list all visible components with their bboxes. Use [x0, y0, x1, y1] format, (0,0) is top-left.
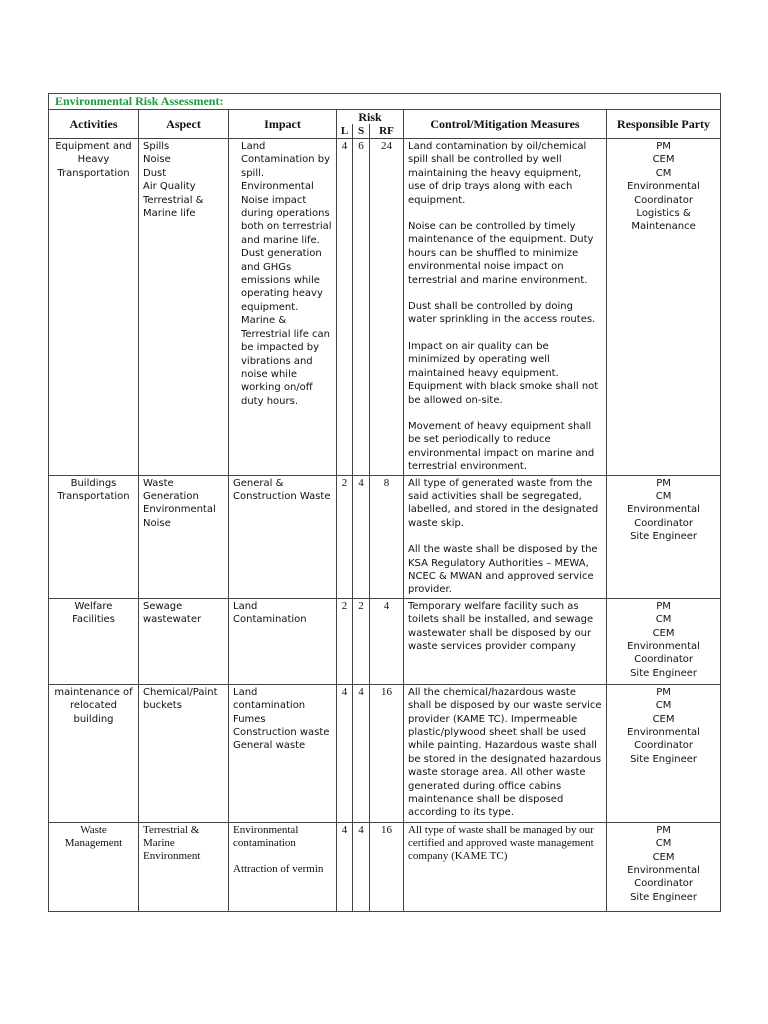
table-row	[49, 475, 721, 598]
header-l: L	[337, 124, 353, 139]
control-cell	[404, 598, 607, 684]
risk-rf-cell: 8	[370, 475, 404, 598]
risk-rf-cell: 24	[370, 139, 404, 476]
activity-cell: maintenance of relocated building	[49, 684, 139, 822]
cell-line: Land contamination by oil/chemical spill shall be controlled by well maintaining the heavy equipment, use of drip trays along with each equipment.	[408, 141, 587, 206]
control-cell	[404, 475, 607, 598]
cell-line: General waste	[233, 740, 306, 752]
risk-s-cell: 6	[353, 139, 370, 476]
responsible-cell	[607, 684, 721, 822]
cell-line: PM	[656, 686, 671, 698]
cell-line: PM	[656, 600, 671, 612]
risk-s-cell: 4	[353, 684, 370, 822]
header-activities: Activities	[49, 110, 139, 139]
header-rf: RF	[370, 124, 404, 139]
table-body	[49, 139, 721, 912]
cell-line: All the waste shall be disposed by the KSA Regulatory Authorities – MEWA, NCEC & MWAN and approved service provider.	[408, 544, 598, 596]
cell-line: Logistics & Maintenance	[631, 208, 696, 233]
impact-cell	[229, 475, 337, 598]
control-cell	[404, 139, 607, 476]
table-row	[49, 684, 721, 822]
risk-rf-cell: 16	[370, 684, 404, 822]
aspect-cell	[139, 822, 229, 911]
cell-line: Dust shall be controlled by doing water sprinkling in the access routes.	[408, 301, 596, 326]
risk-s-cell: 4	[353, 822, 370, 911]
cell-line: PM	[656, 824, 671, 836]
cell-line: Environmental Coordinator	[627, 641, 700, 666]
responsible-cell	[607, 822, 721, 911]
cell-line: Chemical/Paint buckets	[143, 686, 218, 712]
cell-line: CM	[655, 838, 672, 850]
risk-l-cell: 2	[337, 475, 353, 598]
cell-line: Environmental Coordinator	[627, 181, 700, 206]
cell-line: CM	[655, 167, 672, 179]
cell-line: Waste Generation	[143, 477, 199, 502]
cell-line: Site Engineer	[630, 667, 697, 679]
cell-line: PM	[656, 477, 671, 489]
aspect-cell	[139, 598, 229, 684]
risk-s-cell: 2	[353, 598, 370, 684]
cell-line: Dust	[143, 167, 167, 179]
cell-line: Temporary welfare facility such as toilets shall be installed, and sewage wastewater shall be disposed by our waste services provider company	[408, 600, 594, 652]
impact-cell	[229, 684, 337, 822]
table-row	[49, 822, 721, 911]
impact-cell	[229, 822, 337, 911]
cell-line: Environmental Coordinator	[627, 865, 700, 890]
risk-l-cell: 4	[337, 684, 353, 822]
table-row	[49, 139, 721, 476]
cell-line: Land Contamination by spill.	[241, 141, 331, 179]
risk-assessment-table	[48, 93, 721, 912]
aspect-cell	[139, 475, 229, 598]
impact-cell	[229, 139, 337, 476]
cell-line: All type of waste shall be managed by our certified and approved waste management company (KAME TC)	[408, 823, 594, 862]
cell-line: General & Construction Waste	[233, 477, 331, 502]
cell-line: Site Engineer	[630, 531, 697, 543]
cell-line: CEM	[652, 851, 675, 863]
table-row	[49, 598, 721, 684]
responsible-cell	[607, 139, 721, 476]
impact-cell	[229, 598, 337, 684]
cell-line: Site Engineer	[630, 753, 697, 765]
cell-line: All type of generated waste from the said activities shall be segregated, labelled, and stored in the designated waste skip.	[408, 477, 599, 529]
cell-line: Environmental Noise impact during operations both on terrestrial and marine life.	[241, 181, 332, 246]
cell-line: Construction waste	[233, 727, 330, 738]
risk-rf-cell: 16	[370, 822, 404, 911]
activity-cell: Waste Management	[49, 822, 139, 911]
cell-line: Environmental Coordinator	[627, 727, 700, 752]
header-risk: Risk	[337, 110, 404, 125]
cell-line: CEM	[652, 627, 675, 639]
header-impact: Impact	[229, 110, 337, 139]
control-cell	[404, 822, 607, 911]
cell-line: Movement of heavy equipment shall be set periodically to reduce environmental impact on marine and terrestrial environment.	[408, 420, 595, 473]
cell-line: Marine & Terrestrial life can be impacted by vibrations and noise while working on/off duty hours.	[241, 315, 331, 407]
control-cell	[404, 684, 607, 822]
cell-line: Air Quality	[143, 181, 196, 193]
risk-rf-cell: 4	[370, 598, 404, 684]
cell-line: Land Contamination	[233, 600, 307, 626]
risk-l-cell: 4	[337, 822, 353, 911]
cell-line: CEM	[652, 154, 675, 166]
activity-cell: Buildings Transportation	[49, 475, 139, 598]
cell-line: Sewage wastewater	[143, 600, 202, 626]
activity-cell: Equipment and Heavy Transportation	[49, 139, 139, 476]
cell-line: CM	[655, 614, 672, 626]
header-row	[49, 110, 721, 125]
cell-line: Environmental contamination	[233, 823, 299, 849]
cell-line: All the chemical/hazardous waste shall be disposed by our waste service provider (KAME TC). Impermeable plastic/plywood sheet shall be used while painting. Hazardous waste shall be stored in the designated hazardous waste storage area. All other waste generated during office cabins maintenance shall be disposed according to its type.	[408, 686, 602, 819]
cell-line: Terrestrial & Marine Environment	[143, 823, 201, 862]
header-s: S	[353, 124, 370, 139]
cell-line: Environmental Noise	[143, 504, 216, 529]
cell-line: Spills	[143, 141, 170, 152]
responsible-cell	[607, 475, 721, 598]
risk-l-cell: 2	[337, 598, 353, 684]
responsible-cell	[607, 598, 721, 684]
cell-line: Fumes	[233, 713, 266, 725]
aspect-cell	[139, 684, 229, 822]
cell-line: CM	[655, 490, 672, 502]
table-title: Environmental Risk Assessment:	[49, 94, 721, 110]
risk-s-cell: 4	[353, 475, 370, 598]
cell-line: Land contamination	[233, 686, 306, 712]
header-responsible: Responsible Party	[607, 110, 721, 139]
cell-line: Noise	[143, 154, 171, 166]
cell-line: CEM	[652, 713, 675, 725]
cell-line: CM	[655, 700, 672, 712]
aspect-cell	[139, 139, 229, 476]
header-aspect: Aspect	[139, 110, 229, 139]
risk-l-cell: 4	[337, 139, 353, 476]
cell-line: Attraction of vermin	[233, 862, 324, 875]
cell-line: Dust generation and GHGs emissions while operating heavy equipment.	[241, 248, 323, 313]
cell-line: Terrestrial & Marine life	[143, 194, 204, 220]
cell-line: Noise can be controlled by timely maintenance of the equipment. Duty hours can be shuffled to minimize environmental noise impact on terrestrial and marine environment.	[408, 221, 594, 286]
header-control: Control/Mitigation Measures	[404, 110, 607, 139]
title-row	[49, 94, 721, 110]
cell-line: Impact on air quality can be minimized by operating well maintained heavy equipment. Equipment with black smoke shall not be allowed on-site.	[408, 340, 599, 406]
activity-cell: Welfare Facilities	[49, 598, 139, 684]
cell-line: Site Engineer	[630, 891, 697, 903]
cell-line: Environmental Coordinator	[627, 504, 700, 529]
cell-line: PM	[656, 141, 671, 152]
